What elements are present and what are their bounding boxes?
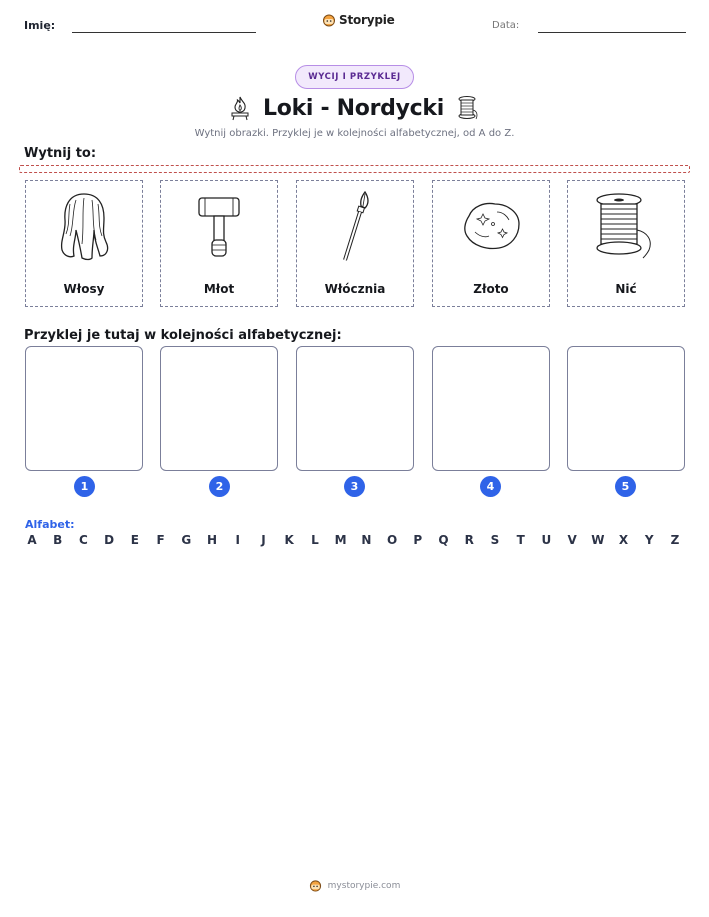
alphabet-letter: H [207,533,218,547]
thread-spool-icon [591,190,661,262]
alphabet-letter: N [361,533,372,547]
alphabet-letter: O [386,533,398,547]
slot-number: 5 [615,476,636,497]
alphabet-letter: I [235,533,240,547]
hammer-icon [191,190,247,262]
alphabet-letter: T [516,533,525,547]
footer [0,879,709,892]
activity-badge: WYCIJ I PRZYKLEJ [295,65,414,89]
title-row [0,91,709,125]
alphabet-letter: J [261,533,266,547]
alphabet-label: Alfabet: [25,518,75,531]
card-word: Nić [615,282,637,296]
slot-number: 4 [480,476,501,497]
paste-slot-1[interactable] [25,346,143,471]
alphabet-letter: S [490,533,500,547]
paste-section-label: Przyklej je tutaj w kolejności alfabetycznej: [24,328,342,343]
card-word: Włócznia [324,282,386,296]
name-line [72,32,256,33]
card-word: Młot [203,282,235,296]
spool-icon [456,95,480,121]
card-word: Włosy [63,282,105,296]
alphabet-letter: L [311,533,319,547]
alphabet-row [25,533,682,547]
fire-icon [229,95,251,121]
brand-name: Storypie [339,13,395,27]
spear-icon [327,190,383,262]
name-label: Imię: [24,19,56,32]
gold-nugget-icon [459,190,523,262]
cut-line [19,165,690,173]
alphabet-letter: Q [438,533,449,547]
slot-number: 3 [344,476,365,497]
paste-slot-2[interactable] [160,346,278,471]
brand-logo [322,13,395,27]
slot-number: 1 [74,476,95,497]
alphabet-letter: U [541,533,552,547]
cut-section-label: Wytnij to: [24,146,97,161]
cut-card-hammer[interactable] [160,180,278,307]
paste-slot-3[interactable] [296,346,414,471]
alphabet-letter: A [27,533,37,547]
alphabet-letter: E [130,533,139,547]
alphabet-letter: B [53,533,63,547]
alphabet-letter: D [104,533,115,547]
cut-card-hair[interactable] [25,180,143,307]
alphabet-letter: F [156,533,165,547]
alphabet-letter: M [334,533,347,547]
cut-card-spear[interactable] [296,180,414,307]
pie-mascot-icon [322,13,336,27]
date-label: Data: [492,20,520,31]
instructions: Wytnij obrazki. Przyklej je w kolejności alfabetycznej, od A do Z. [194,128,515,139]
date-line [538,32,686,33]
cut-card-gold[interactable] [432,180,550,307]
alphabet-letter: G [181,533,192,547]
slot-number: 2 [209,476,230,497]
alphabet-letter: R [464,533,474,547]
card-word: Złoto [473,282,509,296]
footer-link[interactable]: mystorypie.com [327,880,401,891]
alphabet-letter: P [413,533,423,547]
alphabet-letter: X [618,533,629,547]
alphabet-letter: V [567,533,577,547]
alphabet-letter: W [591,533,605,547]
alphabet-letter: C [79,533,88,547]
paste-slot-4[interactable] [432,346,550,471]
hair-icon [56,190,112,262]
cut-card-thread[interactable] [567,180,685,307]
alphabet-letter: K [284,533,294,547]
pie-mascot-icon [309,879,322,892]
alphabet-letter: Y [644,533,654,547]
paste-slot-5[interactable] [567,346,685,471]
alphabet-letter: Z [670,533,680,547]
page-title: Loki - Nordycki [263,95,444,121]
